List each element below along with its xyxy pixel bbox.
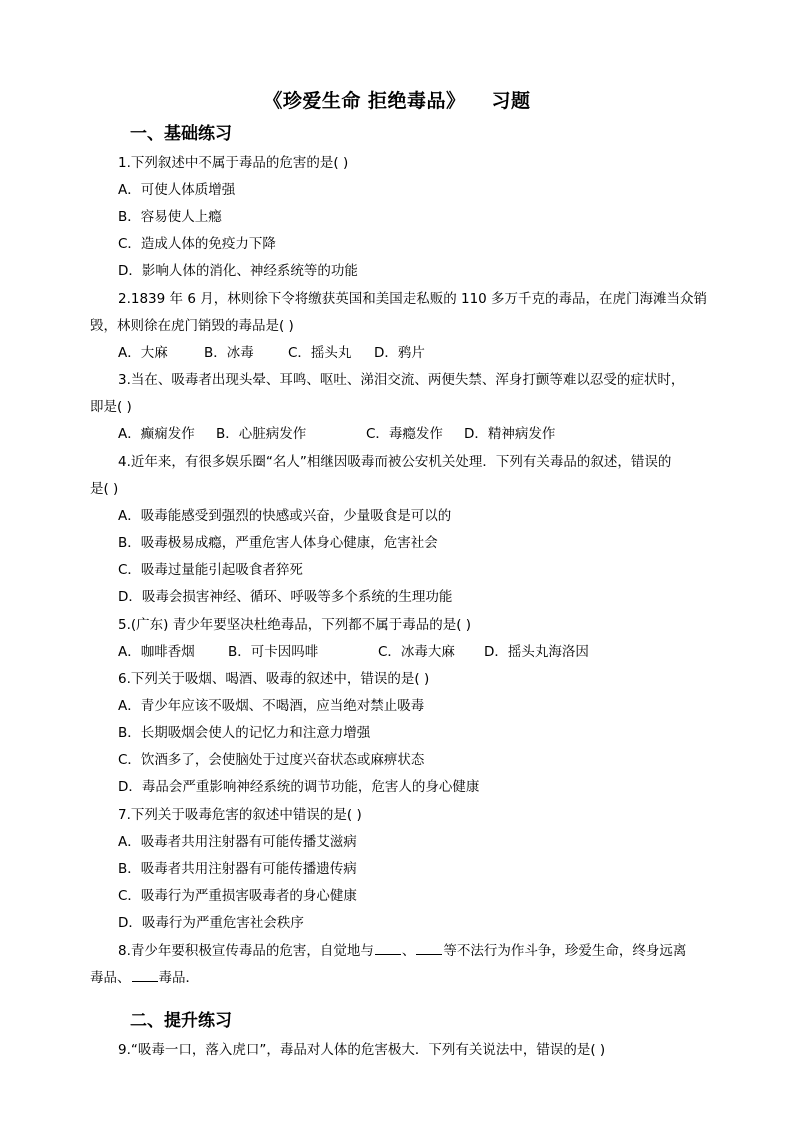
question-1-option-b: B．容易使人上瘾 (118, 209, 222, 225)
answer-blank-3[interactable] (132, 969, 158, 982)
section-heading-advanced: 二、提升练习 (130, 1011, 232, 1031)
question-8-text-3: 等不法行为作斗争，珍爱生命，终身远离 (443, 943, 687, 959)
question-3-option-b: B．心脏病发作 (216, 426, 307, 442)
question-2-option-b: B．冰毒 (204, 345, 254, 361)
title-main: 《珍爱生命 拒绝毒品》 (263, 90, 466, 112)
question-6-stem: 6.下列关于吸烟、喝酒、吸毒的叙述中，错误的是( ) (118, 671, 430, 687)
question-8-text-1: 8.青少年要积极宣传毒品的危害，自觉地与 (118, 943, 374, 959)
page-title (0, 86, 794, 113)
question-9-stem: 9.“吸毒一口，落入虎口”，毒品对人体的危害极大．下列有关说法中，错误的是( ) (118, 1042, 606, 1058)
question-3-options (118, 425, 555, 443)
question-1-option-a: A．可使人体质增强 (118, 182, 236, 198)
question-2-option-c: C．摇头丸 (288, 345, 352, 361)
question-8-text-2: 、 (401, 943, 416, 959)
question-1-option-d: D．影响人体的消化、神经系统等的功能 (118, 263, 358, 279)
question-8-stem-line1 (118, 942, 686, 960)
question-7-option-d: D．吸毒行为严重危害社会秩序 (118, 915, 304, 931)
question-4-stem-line1: 4.近年来，有很多娱乐圈“名人”相继因吸毒而被公安机关处理．下列有关毒品的叙述，错误的 (118, 454, 672, 470)
question-6-option-d: D．毒品会严重影响神经系统的调节功能，危害人的身心健康 (118, 779, 480, 795)
answer-blank-2[interactable] (416, 942, 442, 955)
question-5-option-d: D．摇头丸海洛因 (484, 644, 589, 660)
question-3-stem-line2: 即是( ) (90, 399, 132, 415)
question-2-stem-line2: 毁，林则徐在虎门销毁的毒品是( ) (90, 318, 294, 334)
question-1-stem: 1.下列叙述中不属于毒品的危害的是( ) (118, 155, 349, 171)
question-6-option-b: B．长期吸烟会使人的记忆力和注意力增强 (118, 725, 371, 741)
question-2-stem-line1: 2.1839 年 6 月，林则徐下令将缴获英国和美国走私贩的 110 多万千克的毒品，在虎门海滩当众销 (118, 291, 708, 307)
question-6-option-a: A．青少年应该不吸烟、不喝酒，应当绝对禁止吸毒 (118, 698, 425, 714)
question-3-option-c: C．毒瘾发作 (366, 426, 443, 442)
question-4-option-a: A．吸毒能感受到强烈的快感或兴奋，少量吸食是可以的 (118, 508, 452, 524)
question-4-stem-line2: 是( ) (90, 481, 119, 497)
title-suffix: 习题 (491, 90, 531, 112)
question-8-text-4: 毒品、 (90, 970, 131, 986)
question-7-option-b: B．吸毒者共用注射器有可能传播遗传病 (118, 861, 357, 877)
question-3-option-a: A．癫痫发作 (118, 426, 195, 442)
question-5-option-a: A．咖啡香烟 (118, 644, 195, 660)
question-1-option-c: C．造成人体的免疫力下降 (118, 236, 276, 252)
question-2-options (118, 344, 425, 362)
question-3-option-d: D．精神病发作 (464, 426, 556, 442)
question-2-option-d: D．鸦片 (374, 345, 425, 361)
question-7-stem: 7.下列关于吸毒危害的叙述中错误的是( ) (118, 807, 362, 823)
section-heading-basic: 一、基础练习 (130, 124, 232, 144)
question-5-stem: 5.(广东) 青少年要坚决杜绝毒品，下列都不属于毒品的是( ) (118, 617, 472, 633)
question-4-option-c: C．吸毒过量能引起吸食者猝死 (118, 562, 303, 578)
question-2-option-a: A．大麻 (118, 345, 168, 361)
question-5-options (118, 643, 589, 661)
question-4-option-b: B．吸毒极易成瘾，严重危害人体身心健康，危害社会 (118, 535, 438, 551)
question-8-text-5: 毒品． (158, 970, 199, 986)
answer-blank-1[interactable] (375, 942, 401, 955)
question-5-option-c: C．冰毒大麻 (378, 644, 455, 660)
question-6-option-c: C．饮酒多了，会使脑处于过度兴奋状态或麻痹状态 (118, 752, 425, 768)
question-3-stem-line1: 3.当在、吸毒者出现头晕、耳鸣、呕吐、涕泪交流、两便失禁、浑身打颤等难以忍受的症状时， (118, 372, 685, 388)
question-4-option-d: D．吸毒会损害神经、循环、呼吸等多个系统的生理功能 (118, 589, 453, 605)
question-5-option-b: B．可卡因吗啡 (228, 644, 319, 660)
question-8-stem-line2 (90, 969, 199, 987)
question-7-option-a: A．吸毒者共用注射器有可能传播艾滋病 (118, 834, 357, 850)
question-7-option-c: C．吸毒行为严重损害吸毒者的身心健康 (118, 888, 357, 904)
